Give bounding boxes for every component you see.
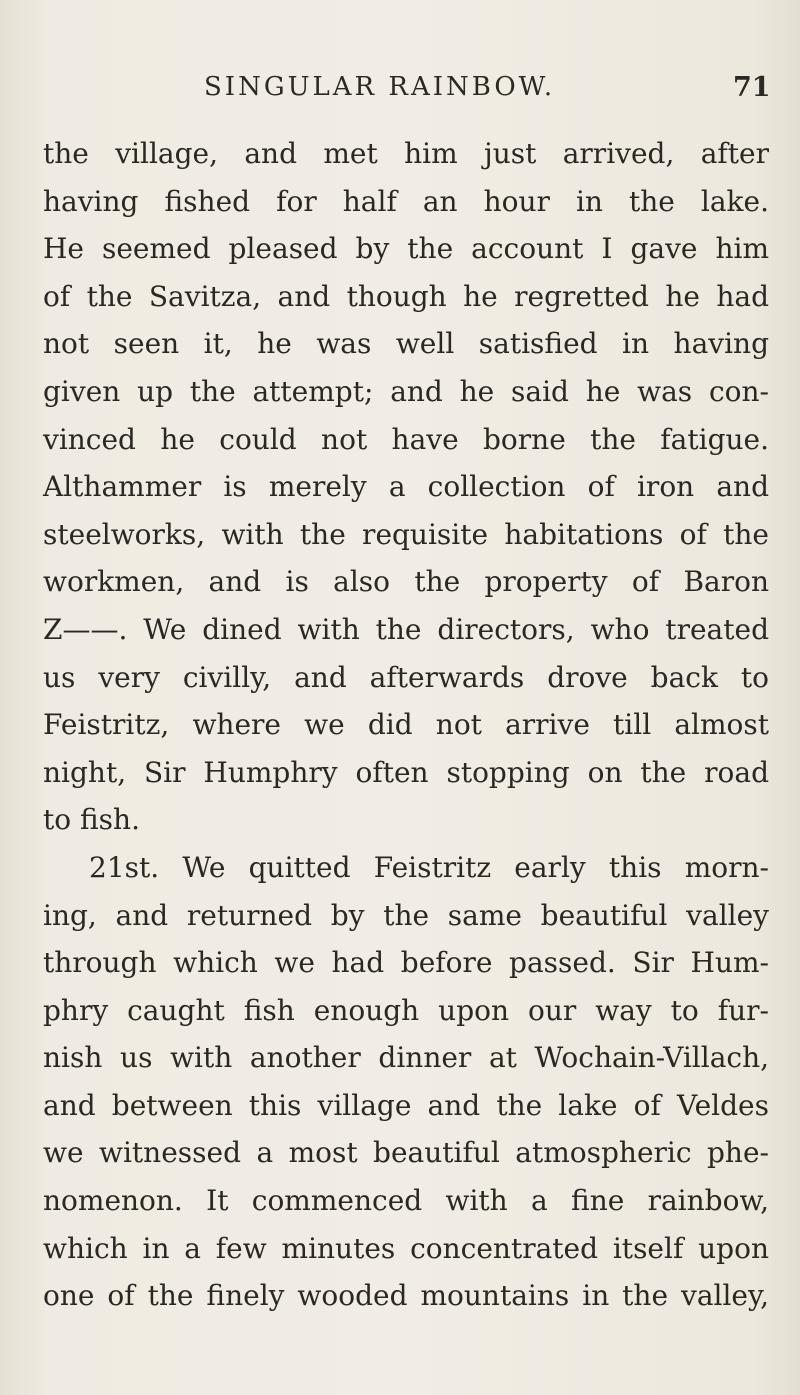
text-line: 21st. We quitted Feistritz early this morn-	[89, 850, 769, 884]
text-line: and between this village and the lake of Veldes	[43, 1088, 769, 1122]
page-number: 71	[733, 72, 771, 103]
text-line: workmen, and is also the property of Baron	[43, 565, 769, 599]
text-line: ing, and returned by the same beautiful valley	[43, 898, 769, 932]
text-line: Z——. We dined with the directors, who treated	[43, 612, 769, 646]
text-line: He seemed pleased by the account I gave him	[43, 232, 769, 266]
text-line: us very civilly, and afterwards drove back to	[43, 660, 769, 694]
text-line: nomenon. It commenced with a fine rainbow,	[43, 1184, 769, 1218]
body-text	[43, 130, 769, 1320]
running-title: SINGULAR RAINBOW.	[204, 72, 556, 102]
text-line: Feistritz, where we did not arrive till almost	[43, 708, 769, 742]
text-line: given up the attempt; and he said he was con-	[43, 374, 769, 408]
text-line: steelworks, with the requisite habitations of the	[43, 517, 769, 551]
text-line: nish us with another dinner at Wochain-Villach,	[43, 1041, 769, 1075]
text-line: vinced he could not have borne the fatigue.	[43, 422, 769, 456]
text-line: we witnessed a most beautiful atmospheric phe-	[43, 1136, 769, 1170]
running-head	[0, 72, 800, 112]
text-line: having fished for half an hour in the lake.	[43, 184, 769, 218]
text-line: one of the finely wooded mountains in the valley,	[43, 1279, 769, 1313]
text-line: Althammer is merely a collection of iron and	[43, 470, 769, 504]
text-line: not seen it, he was well satisfied in having	[43, 327, 769, 361]
text-line: night, Sir Humphry often stopping on the road	[43, 755, 769, 789]
text-line: to fish.	[43, 803, 140, 837]
text-line: which in a few minutes concentrated itself upon	[43, 1231, 769, 1265]
text-line: the village, and met him just arrived, after	[43, 137, 769, 170]
text-line: phry caught fish enough upon our way to fur-	[43, 993, 769, 1027]
text-line: through which we had before passed. Sir Hum-	[43, 946, 769, 980]
text-line: of the Savitza, and though he regretted he had	[43, 279, 769, 313]
